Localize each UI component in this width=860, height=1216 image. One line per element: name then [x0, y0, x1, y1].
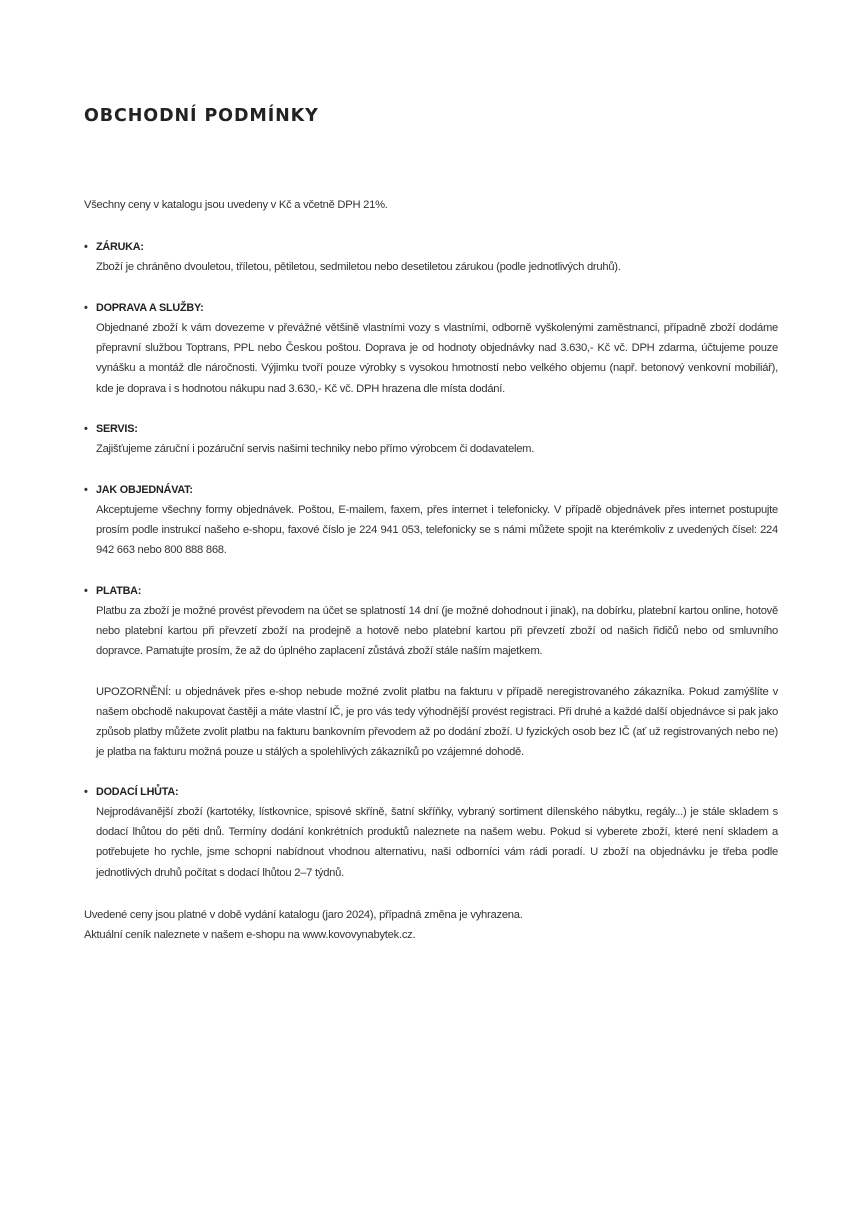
section-heading	[84, 581, 778, 601]
section-paragraph: Platbu za zboží je možné provést převodem na účet se splatností 14 dní (je možné dohodnout i jinak), na dobírku, platební kartou online, hotově nebo platební kartou při převzetí zboží na prodejně a hotově nebo platební kartou při převzetí zboží od našich řidičů nebo od smluvního dopravce. Pamatujte prosím, že až do úplného zaplacení zůstává zboží stále naším majetkem.	[96, 605, 778, 658]
section-heading-label: DODACÍ LHŮTA:	[96, 786, 179, 798]
page-title: OBCHODNÍ PODMÍNKY	[84, 106, 319, 126]
section-heading	[84, 782, 778, 802]
section-service	[84, 419, 778, 459]
section-paragraph: Objednané zboží k vám dovezeme v převážné většině vlastními vozy s vlastními, odborně vyškolenými zaměstnanci, případně zboží dodáme přepravní službou Toptrans, PPL nebo Českou poštou. Doprava je od hodnoty objednávky nad 3.630,- Kč vč. DPH zdarma, účtujeme pouze vynášku a montáž dle náročnosti. Výjimku tvoří pouze výrobky s vysokou hmotností nebo velkého objemu (např. betonový venkovní mobiliář), kde je doprava i s hodnotou nákupu nad 3.630,- Kč vč. DPH hrazena dle místa dodání.	[96, 322, 778, 395]
footer-eshop-note: Aktuální ceník naleznete v našem e-shopu na www.kovovynabytek.cz.	[84, 929, 416, 942]
intro-text: Všechny ceny v katalogu jsou uvedeny v Kč a včetně DPH 21%.	[84, 199, 388, 211]
section-paragraph: Akceptujeme všechny formy objednávek. Poštou, E-mailem, faxem, přes internet i telefonicky. V případě objednávek přes internet postupujte prosím podle instrukcí našeho e-shopu, faxové číslo je 224 941 053, telefonicky se s námi můžete spojit na kterémkoliv z uvedených čísel: 224 942 663 nebo 800 888 868.	[96, 504, 778, 557]
section-paragraph: Zboží je chráněno dvouletou, tříletou, pětiletou, sedmiletou nebo desetiletou zárukou (podle jednotlivých druhů).	[96, 261, 621, 273]
bullet-icon: •	[84, 302, 88, 314]
bullet-icon: •	[84, 423, 88, 435]
section-paragraph: Nejprodávanější zboží (kartotéky, lístkovnice, spisové skříně, šatní skříňky, vybraný sortiment dílenského nábytku, regály...) je stále skladem s dodací lhůtou do pěti dnů. Termíny dodání konkrétních produktů naleznete na našem webu. Pokud si vyberete zboží, které není skladem a potřebujete ho rychle, jsme schopni nabídnout vhodnou alternativu, naši odborníci vám rádi poradí. U zboží na objednávku je třeba podle jednotlivých druhů počítat s dodací lhůtou 2–7 týdnů.	[96, 806, 778, 879]
footer-price-validity: Uvedené ceny jsou platné v době vydání katalogu (jaro 2024), případná změna je vyhrazena.	[84, 909, 523, 921]
warning-paragraph: UPOZORNĚNÍ: u objednávek přes e-shop nebude možné zvolit platbu na fakturu v případě neregistrovaného zákazníka. Pokud zamýšlíte v našem obchodě nakupovat častěji a máte vlastní IČ, je pro vás tedy výhodnější provést registraci. Při druhé a každé další objednávce si pak jako způsob platby můžete zvolit platbu na fakturu bankovním převodem až po dodání zboží. U fyzických osob bez IČ (ať už registrovaných nebo ne) je platba na fakturu možná pouze u stálých a spolehlivých zákazníků po vzájemné dohodě.	[96, 685, 778, 759]
section-delivery-time	[84, 782, 778, 883]
section-heading-label: PLATBA:	[96, 585, 142, 597]
section-shipping	[84, 298, 778, 399]
section-warranty	[84, 237, 778, 277]
section-heading	[84, 298, 778, 318]
section-ordering	[84, 480, 778, 561]
bullet-icon: •	[84, 786, 88, 798]
section-heading	[84, 237, 778, 257]
section-payment	[84, 581, 778, 762]
section-heading-label: SERVIS:	[96, 423, 138, 435]
section-heading-label: DOPRAVA A SLUŽBY:	[96, 302, 204, 314]
bullet-icon: •	[84, 241, 88, 253]
section-heading	[84, 480, 778, 500]
section-heading-label: ZÁRUKA:	[96, 241, 144, 253]
footer-notes	[84, 905, 523, 945]
section-heading	[84, 419, 778, 439]
section-heading-label: JAK OBJEDNÁVAT:	[96, 484, 193, 496]
bullet-icon: •	[84, 585, 88, 597]
bullet-icon: •	[84, 484, 88, 496]
section-paragraph: Zajišťujeme záruční i pozáruční servis našimi techniky nebo přímo výrobcem či dodavatelem.	[96, 443, 535, 455]
